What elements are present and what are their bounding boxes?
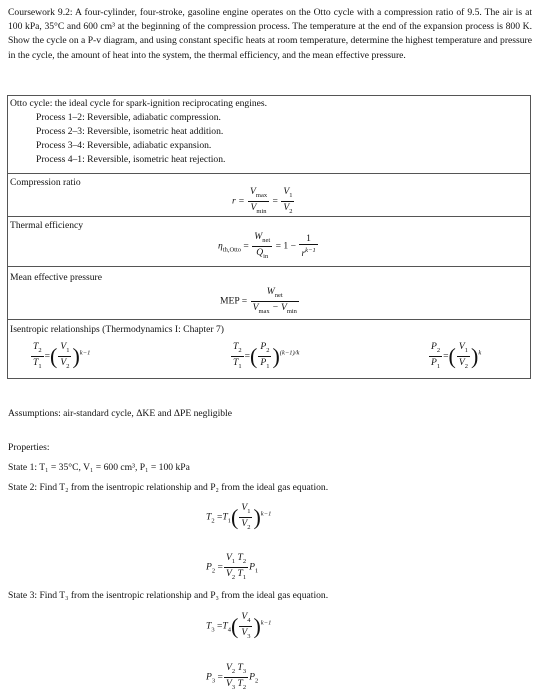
state-3-pressure-formula: $P_3$ = $\frac{V_2 T_3}{V_3 T_2}$ $P_2$	[206, 662, 259, 691]
state-2: State 2: Find T₂ from the isentropic relationship and P₂ from the ideal gas equation.	[8, 482, 329, 493]
state-2-temperature-formula: $T_2 =T_1$( $\frac{V_1}{V_2}$ )$^{k-1}$	[206, 502, 272, 531]
state-1: State 1: T₁ = 35°C, V₁ = 600 cm³, P₁ = 100 kPa	[8, 462, 190, 473]
process-1-2: Process 1–2: Reversible, adiabatic compression.	[36, 112, 221, 123]
process-3-4: Process 3–4: Reversible, adiabatic expansion.	[36, 140, 212, 151]
state-3-temperature-formula: $T_3 =T_4$( $\frac{V_4}{V_3}$ )$^{k-1}$	[206, 611, 272, 640]
divider	[8, 173, 530, 174]
isentropic-formula-3: $\frac{P_2}{P_1}$ =( $\frac{V_1}{V_2}$ )$^k$	[431, 341, 482, 370]
divider	[8, 319, 530, 320]
process-4-1: Process 4–1: Reversible, isometric heat rejection.	[36, 154, 226, 165]
isentropic-label: Isentropic relationships (Thermodynamics I: Chapter 7)	[10, 324, 224, 335]
problem-statement: Coursework 9.2: A four-cylinder, four-stroke, gasoline engine operates on the Otto cycle with a compression ratio of 9.5. The air is at 100 kPa, 35°C and 600 cm³ at the beginning of the compression process. The temperature at the end of the expansion process is 800 K. Show the cycle on a P-v diagram, and using constant specific heats at room temperature, determine the highest temperature and pressure in the cycle, the amount of heat into the system, the thermal efficiency, and the mean effective pressure.	[8, 7, 532, 61]
state-2-pressure-formula: $P_2$ = $\frac{V_1 T_2}{V_2 T_1}$ $P_1$	[206, 552, 259, 581]
mep-formula: MEP = $\frac{W_{net}}{V_{max} - V_{min}}$	[220, 286, 297, 315]
state-3: State 3: Find T₃ from the isentropic relationship and P₃ from the ideal gas equation.	[8, 590, 329, 601]
otto-cycle-box	[7, 95, 531, 379]
compression-ratio-label: Compression ratio	[10, 177, 81, 188]
properties-heading: Properties:	[8, 442, 50, 453]
mep-label: Mean effective pressure	[10, 272, 102, 283]
divider	[8, 266, 530, 267]
compression-ratio-formula: r = $\frac{V_{max}}{V_{min}}$ = $\frac{V_1}{V_2}$	[232, 186, 293, 215]
isentropic-formula-2: $\frac{T_2}{T_1}$ =( $\frac{P_2}{P_1}$ )$^{(k-1)/k}$	[233, 341, 300, 370]
otto-heading: Otto cycle: the ideal cycle for spark-ignition reciprocating engines.	[10, 98, 268, 109]
thermal-efficiency-label: Thermal efficiency	[10, 220, 84, 231]
process-2-3: Process 2–3: Reversible, isometric heat addition.	[36, 126, 224, 137]
thermal-efficiency-formula: $\eta_{th,Otto}$ = $\frac{W_{net}}{Q_{in}}$ = 1 − $\frac{1}{r^{k-1}}$	[218, 231, 316, 260]
isentropic-formula-1: $\frac{T_2}{T_1}$ =( $\frac{V_1}{V_2}$ )$^{k-1}$	[33, 341, 91, 370]
divider	[8, 216, 530, 217]
assumptions: Assumptions: air-standard cycle, ΔKE and ΔPE negligible	[8, 408, 232, 419]
